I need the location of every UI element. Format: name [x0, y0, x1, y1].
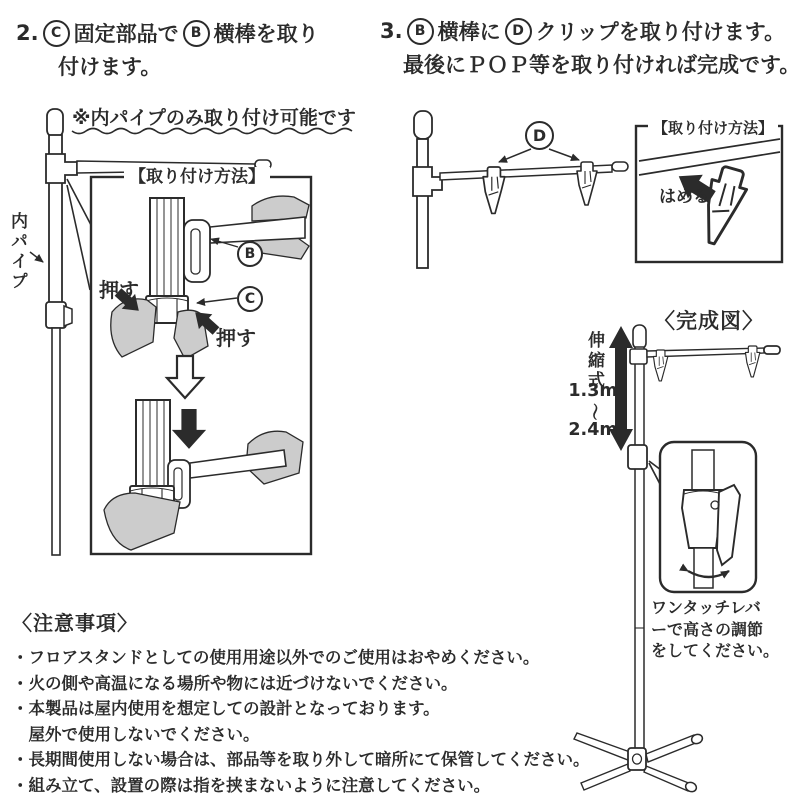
- label-b-circle: B: [237, 241, 263, 267]
- striped-pole-upper: [150, 198, 184, 298]
- height-lever: [46, 302, 66, 328]
- part-b-badge: B: [407, 18, 434, 45]
- precaution-item: ・組み立て、設置の際は指を挟まないように注意してください。: [12, 775, 491, 795]
- pole: [417, 139, 428, 268]
- precaution-item: ・本製品は屋内使用を想定しての設計となっております。: [12, 699, 440, 718]
- crossbar-tip: [612, 162, 628, 171]
- callout-pole-lower: [694, 548, 713, 588]
- label-d-arrow-left: [499, 149, 531, 162]
- lever-note-line: ーで高さの調節: [651, 619, 764, 639]
- label-c-arrow: [197, 298, 237, 303]
- lever-note: [651, 597, 779, 662]
- finished-title: 〈完成図〉: [654, 309, 764, 333]
- step3-text1: 横棒に: [437, 20, 501, 44]
- part-c-badge: C: [43, 20, 70, 47]
- left-method-box-title: 【取り付け方法】: [124, 167, 270, 187]
- inner-pipe-arrow: [30, 252, 43, 262]
- part-b-badge: B: [183, 20, 210, 47]
- zoom-wedge-lines: [67, 179, 91, 290]
- step3-line1: [380, 16, 785, 46]
- precaution-item: ・フロアスタンドとしての使用用途以外でのご使用はおやめください。: [12, 648, 540, 667]
- precautions-section: [12, 607, 590, 798]
- hollow-down-arrow-icon: [167, 356, 203, 398]
- step3-line2: 最後にＰＯＰ等を取り付ければ完成です。: [403, 53, 800, 77]
- left-method-box: [91, 177, 311, 554]
- label-d-circle: D: [525, 121, 554, 150]
- inner-pipe-label: 内パイプ: [7, 212, 27, 292]
- precaution-item: 屋外で使用しないでください。: [12, 724, 260, 744]
- push-label-1: 押す: [99, 278, 139, 302]
- pole-cap: [633, 325, 646, 349]
- pole-cap: [47, 109, 63, 137]
- pole-lower: [52, 328, 60, 555]
- crossbar-tip: [764, 346, 780, 354]
- step3-number: 3.: [380, 19, 403, 43]
- base-leg-upper-right: [646, 735, 698, 762]
- callout-pole-upper: [692, 450, 714, 492]
- telescopic-label: 伸縮式: [584, 331, 604, 391]
- step3-text2: クリップを取り付けます。: [535, 20, 786, 44]
- step2-number: 2.: [16, 21, 39, 45]
- part-d-badge: D: [505, 18, 532, 45]
- fit-label: はめる: [659, 187, 710, 207]
- precaution-item: ・長期間使用しない場合は、部品等を取り外して暗所にて保管してください。: [12, 750, 590, 769]
- height-tilde: ～: [583, 402, 604, 420]
- step2-text2: 横棒を取り: [213, 22, 319, 46]
- t-joint: [630, 349, 647, 364]
- t-joint: [46, 154, 77, 183]
- solid-down-arrow-icon: [172, 409, 206, 449]
- step2-line2: 付けます。: [58, 55, 162, 79]
- step2-line1: [16, 18, 319, 48]
- precautions-title: 〈注意事項〉: [12, 611, 138, 635]
- label-c-circle: C: [237, 286, 263, 312]
- label-d-arrow-right: [549, 149, 579, 160]
- height-lever: [628, 445, 647, 469]
- height-range: [566, 382, 620, 441]
- callout-clamp: [682, 490, 722, 548]
- lever-nub: [64, 306, 72, 326]
- top-right-diagram: [413, 111, 628, 268]
- push-label-2: 押す: [216, 326, 256, 350]
- hand-bottom-left: [104, 493, 180, 550]
- step2-text1: 固定部品で: [73, 22, 179, 46]
- height-min: 1.3m: [568, 381, 618, 401]
- lever-note-line: をしてください。: [651, 641, 780, 660]
- base-leg-lower-right: [644, 766, 691, 791]
- b-hook-slot: [191, 229, 200, 274]
- elbow-joint: [413, 167, 442, 196]
- inner-pipe-note: ※内パイプのみ取り付け可能です: [72, 107, 356, 129]
- striped-pole-lower: [136, 400, 170, 487]
- right-method-box-title: 【取り付け方法】: [648, 118, 778, 138]
- lever-note-line: ワンタッチレバ: [651, 598, 761, 617]
- bar-diagonal: [639, 139, 780, 175]
- pole-cap: [414, 111, 432, 139]
- precaution-item: ・火の側や高温になる場所や物には近づけないでください。: [12, 673, 458, 693]
- height-max: 2.4m: [568, 420, 618, 440]
- pole: [635, 347, 644, 752]
